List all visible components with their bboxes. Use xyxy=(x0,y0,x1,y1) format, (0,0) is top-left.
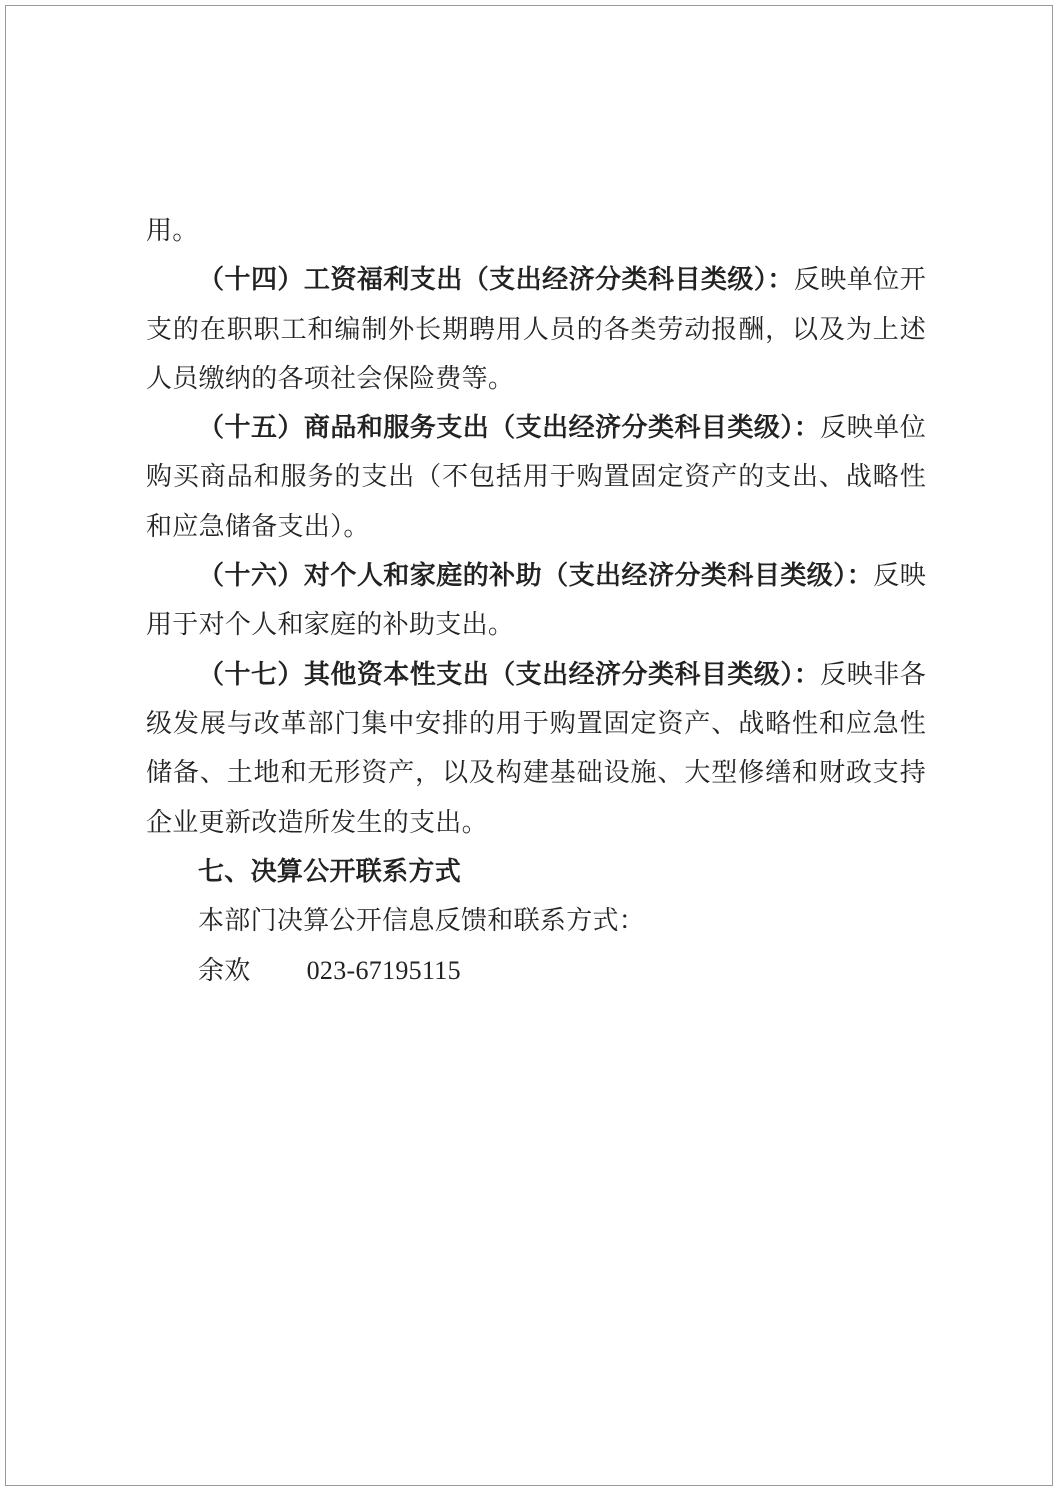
paragraph-heading: （十四）工资福利支出（支出经济分类科目类级）： xyxy=(198,265,794,296)
paragraph-text: 反映用于对个人和家庭的补助支出。 xyxy=(146,561,926,641)
contact-line xyxy=(146,946,926,996)
paragraph-item-16 xyxy=(146,552,926,651)
contact-phone: 023-67195115 xyxy=(306,956,461,986)
paragraph-text: 反映非各级发展与改革部门集中安排的用于购置固定资产、战略性和应急性储备、土地和无形资产，以及构建基础设施、大型修缮和财政支持企业更新改造所发生的支出。 xyxy=(146,659,927,838)
paragraph-continuation xyxy=(146,207,926,256)
paragraph-text: 反映单位购买商品和服务的支出（不包括用于购置固定资产的支出、战略性和应急储备支出）。 xyxy=(146,413,927,542)
document-body xyxy=(146,207,926,997)
contact-intro: 本部门决算公开信息反馈和联系方式： xyxy=(198,906,646,937)
contact-name: 余欢 xyxy=(198,956,251,987)
paragraph-heading: （十七）其他资本性支出（支出经济分类科目类级）： xyxy=(198,659,821,690)
paragraph-text: 用。 xyxy=(146,216,199,246)
paragraph-item-14 xyxy=(146,256,926,404)
paragraph-heading: （十六）对个人和家庭的补助（支出经济分类科目类级）： xyxy=(198,561,874,592)
paragraph-text: 反映单位开支的在职职工和编制外长期聘用人员的各类劳动报酬，以及为上述人员缴纳的各项社会保险费等。 xyxy=(146,265,926,394)
section-heading: 七、决算公开联系方式 xyxy=(198,856,462,887)
document-page xyxy=(5,5,1053,1486)
paragraph-item-15 xyxy=(146,404,926,552)
paragraph-item-17 xyxy=(146,651,926,848)
paragraph-heading: （十五）商品和服务支出（支出经济分类科目类级）： xyxy=(198,413,821,444)
